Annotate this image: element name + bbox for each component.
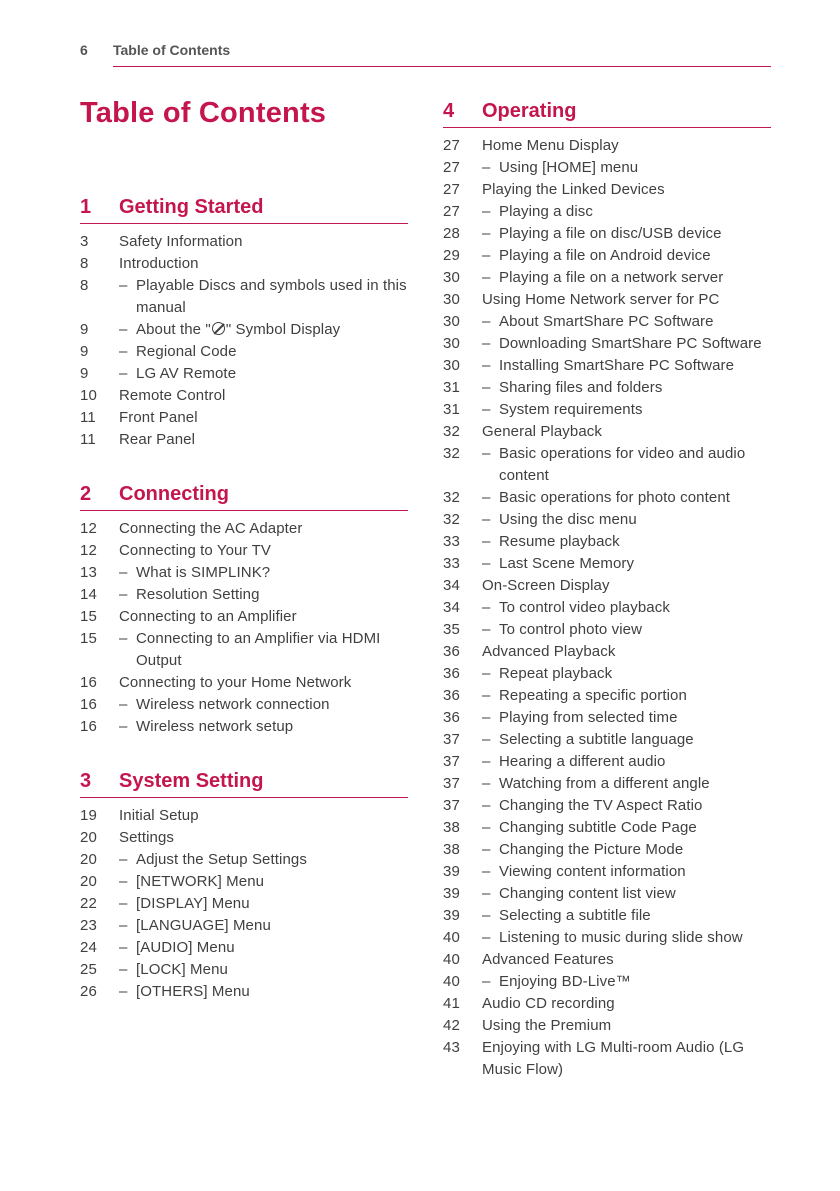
entry-text bbox=[136, 319, 408, 341]
entry-page-number: 20 bbox=[80, 829, 97, 846]
entry-text: [OTHERS] Menu bbox=[136, 983, 250, 1000]
entry-dash: – bbox=[482, 445, 491, 462]
toc-subentry[interactable] bbox=[443, 971, 771, 993]
entry-dash: – bbox=[482, 709, 491, 726]
entry-page-number: 30 bbox=[443, 313, 460, 330]
entry-page-number: 25 bbox=[80, 961, 97, 978]
entry-page-number: 37 bbox=[443, 797, 460, 814]
toc-subentry[interactable] bbox=[443, 553, 771, 575]
toc-entry[interactable] bbox=[80, 827, 408, 849]
toc-entry[interactable] bbox=[80, 606, 408, 628]
entry-page-number: 16 bbox=[80, 674, 97, 691]
entry-page-number: 15 bbox=[80, 608, 97, 625]
entry-text: Regional Code bbox=[136, 343, 237, 360]
entry-page-number: 20 bbox=[80, 851, 97, 868]
entry-page-number: 36 bbox=[443, 665, 460, 682]
toc-entry[interactable] bbox=[80, 518, 408, 540]
entry-text: Using the disc menu bbox=[499, 511, 637, 528]
entry-dash: – bbox=[482, 775, 491, 792]
entry-text: Using Home Network server for PC bbox=[482, 291, 720, 308]
entry-dash: – bbox=[482, 973, 491, 990]
toc-entry[interactable] bbox=[443, 135, 771, 157]
entry-text: Settings bbox=[119, 829, 174, 846]
entry-text: On-Screen Display bbox=[482, 577, 610, 594]
entry-text: Wireless network setup bbox=[136, 718, 294, 735]
entry-page-number: 3 bbox=[80, 233, 89, 250]
entry-page-number: 26 bbox=[80, 983, 97, 1000]
entry-page-number: 30 bbox=[443, 335, 460, 352]
entry-text: Selecting a subtitle file bbox=[499, 907, 651, 924]
entry-text: Remote Control bbox=[119, 387, 226, 404]
toc-subentry[interactable] bbox=[443, 267, 771, 289]
entry-dash: – bbox=[119, 321, 128, 338]
entry-text: Playing from selected time bbox=[499, 709, 678, 726]
entry-dash: – bbox=[482, 489, 491, 506]
entry-page-number: 32 bbox=[443, 511, 460, 528]
toc-subentry[interactable] bbox=[80, 959, 408, 981]
section-number: 4 bbox=[443, 100, 455, 122]
entry-page-number: 32 bbox=[443, 489, 460, 506]
entry-text-before: About the " bbox=[136, 321, 211, 338]
entry-text: Advanced Features bbox=[482, 951, 614, 968]
entry-list bbox=[443, 135, 771, 1081]
entry-text: [LOCK] Menu bbox=[136, 961, 228, 978]
entry-page-number: 28 bbox=[443, 225, 460, 242]
entry-text: Using [HOME] menu bbox=[499, 159, 639, 176]
entry-text: [DISPLAY] Menu bbox=[136, 895, 250, 912]
entry-dash: – bbox=[119, 917, 128, 934]
page-title: Table of Contents bbox=[80, 97, 327, 129]
entry-page-number: 11 bbox=[80, 409, 96, 426]
entry-page-number: 30 bbox=[443, 291, 460, 308]
entry-page-number: 39 bbox=[443, 863, 460, 880]
toc-subentry[interactable] bbox=[443, 883, 771, 905]
entry-text: Resume playback bbox=[499, 533, 620, 550]
entry-text: About SmartShare PC Software bbox=[499, 313, 714, 330]
toc-entry[interactable] bbox=[80, 540, 408, 562]
toc-subentry[interactable] bbox=[443, 861, 771, 883]
entry-dash: – bbox=[482, 313, 491, 330]
toc-entry[interactable] bbox=[443, 1037, 771, 1081]
entry-text: Sharing files and folders bbox=[499, 379, 663, 396]
toc-entry[interactable] bbox=[443, 1015, 771, 1037]
entry-text: Playing the Linked Devices bbox=[482, 181, 665, 198]
entry-text: Basic operations for video and audio content bbox=[499, 445, 746, 484]
toc-section bbox=[443, 100, 771, 1081]
entry-page-number: 27 bbox=[443, 159, 460, 176]
entry-text: Repeat playback bbox=[499, 665, 613, 682]
toc-subentry[interactable] bbox=[443, 223, 771, 245]
section-number: 3 bbox=[80, 770, 92, 792]
toc-subentry[interactable] bbox=[443, 377, 771, 399]
entry-page-number: 31 bbox=[443, 401, 460, 418]
entry-dash: – bbox=[119, 343, 128, 360]
toc-entry[interactable] bbox=[80, 429, 408, 451]
entry-page-number: 19 bbox=[80, 807, 97, 824]
toc-subentry[interactable] bbox=[443, 685, 771, 707]
section-title: Getting Started bbox=[119, 196, 264, 218]
toc-subentry[interactable] bbox=[80, 341, 408, 363]
toc-section bbox=[80, 483, 408, 738]
entry-page-number: 12 bbox=[80, 542, 97, 559]
entry-dash: – bbox=[119, 961, 128, 978]
section-number: 1 bbox=[80, 196, 92, 218]
entry-list bbox=[80, 231, 408, 451]
running-title: Table of Contents bbox=[113, 42, 231, 58]
entry-text: Changing content list view bbox=[499, 885, 676, 902]
entry-dash: – bbox=[482, 863, 491, 880]
section-heading[interactable] bbox=[443, 100, 771, 128]
toc-subentry[interactable] bbox=[443, 839, 771, 861]
toc-entry[interactable] bbox=[443, 993, 771, 1015]
entry-text: Connecting to an Amplifier bbox=[119, 608, 297, 625]
left-column bbox=[80, 196, 408, 1003]
toc-subentry[interactable] bbox=[80, 871, 408, 893]
entry-text: To control photo view bbox=[499, 621, 643, 638]
toc-entry[interactable] bbox=[443, 575, 771, 597]
entry-text: To control video playback bbox=[499, 599, 670, 616]
entry-page-number: 15 bbox=[80, 630, 97, 647]
entry-dash: – bbox=[482, 687, 491, 704]
toc-subentry[interactable] bbox=[80, 628, 408, 672]
entry-page-number: 30 bbox=[443, 357, 460, 374]
entry-page-number: 27 bbox=[443, 137, 460, 154]
entry-dash: – bbox=[482, 203, 491, 220]
entry-dash: – bbox=[482, 841, 491, 858]
entry-page-number: 13 bbox=[80, 564, 97, 581]
entry-dash: – bbox=[119, 939, 128, 956]
toc-subentry[interactable] bbox=[443, 245, 771, 267]
entry-text: Playing a file on disc/USB device bbox=[499, 225, 722, 242]
entry-dash: – bbox=[482, 401, 491, 418]
toc-subentry[interactable] bbox=[443, 795, 771, 817]
entry-text: Connecting to Your TV bbox=[119, 542, 271, 559]
entry-page-number: 8 bbox=[80, 255, 89, 272]
entry-page-number: 38 bbox=[443, 819, 460, 836]
entry-page-number: 32 bbox=[443, 423, 460, 440]
entry-page-number: 12 bbox=[80, 520, 97, 537]
entry-dash: – bbox=[119, 564, 128, 581]
entry-dash: – bbox=[119, 851, 128, 868]
toc-subentry[interactable] bbox=[80, 716, 408, 738]
entry-text: Playing a file on Android device bbox=[499, 247, 711, 264]
toc-subentry[interactable] bbox=[443, 773, 771, 795]
entry-dash: – bbox=[482, 357, 491, 374]
entry-page-number: 32 bbox=[443, 445, 460, 462]
entry-text: LG AV Remote bbox=[136, 365, 237, 382]
toc-subentry[interactable] bbox=[443, 927, 771, 949]
entry-page-number: 9 bbox=[80, 343, 89, 360]
entry-page-number: 36 bbox=[443, 709, 460, 726]
toc-subentry[interactable] bbox=[80, 981, 408, 1003]
entry-text: Connecting to an Amplifier via HDMI Output bbox=[136, 630, 381, 669]
toc-subentry[interactable] bbox=[443, 509, 771, 531]
entry-page-number: 9 bbox=[80, 365, 89, 382]
entry-text: Playable Discs and symbols used in this manual bbox=[136, 277, 407, 316]
toc-entry[interactable] bbox=[80, 805, 408, 827]
toc-subentry[interactable] bbox=[80, 584, 408, 606]
entry-page-number: 11 bbox=[80, 431, 96, 448]
toc-subentry[interactable] bbox=[80, 915, 408, 937]
entry-text: Front Panel bbox=[119, 409, 198, 426]
entry-dash: – bbox=[482, 335, 491, 352]
entry-dash: – bbox=[482, 621, 491, 638]
toc-entry[interactable] bbox=[80, 253, 408, 275]
entry-dash: – bbox=[482, 511, 491, 528]
entry-page-number: 34 bbox=[443, 577, 460, 594]
entry-text: Watching from a different angle bbox=[499, 775, 710, 792]
entry-text: Basic operations for photo content bbox=[499, 489, 731, 506]
toc-subentry[interactable] bbox=[443, 817, 771, 839]
running-header bbox=[80, 42, 230, 58]
section-spacer bbox=[80, 451, 408, 483]
toc-subentry[interactable] bbox=[443, 729, 771, 751]
header-rule bbox=[113, 66, 771, 67]
entry-page-number: 37 bbox=[443, 731, 460, 748]
entry-text: Repeating a specific portion bbox=[499, 687, 687, 704]
toc-entry[interactable] bbox=[443, 421, 771, 443]
entry-page-number: 36 bbox=[443, 643, 460, 660]
toc-subentry[interactable] bbox=[443, 531, 771, 553]
entry-page-number: 40 bbox=[443, 929, 460, 946]
entry-dash: – bbox=[119, 983, 128, 1000]
toc-entry[interactable] bbox=[80, 385, 408, 407]
entry-text: Advanced Playback bbox=[482, 643, 616, 660]
entry-dash: – bbox=[119, 718, 128, 735]
section-heading[interactable] bbox=[80, 196, 408, 224]
toc-subentry[interactable] bbox=[443, 751, 771, 773]
entry-text: Enjoying BD-Live™ bbox=[499, 973, 631, 990]
entry-text: System requirements bbox=[499, 401, 643, 418]
entry-page-number: 23 bbox=[80, 917, 97, 934]
entry-dash: – bbox=[119, 277, 128, 294]
entry-page-number: 33 bbox=[443, 533, 460, 550]
entry-page-number: 22 bbox=[80, 895, 97, 912]
entry-page-number: 27 bbox=[443, 181, 460, 198]
section-title: Connecting bbox=[119, 483, 229, 505]
entry-dash: – bbox=[119, 873, 128, 890]
entry-text: [LANGUAGE] Menu bbox=[136, 917, 271, 934]
entry-dash: – bbox=[119, 586, 128, 603]
entry-text: [AUDIO] Menu bbox=[136, 939, 235, 956]
entry-page-number: 42 bbox=[443, 1017, 460, 1034]
entry-dash: – bbox=[482, 665, 491, 682]
entry-dash: – bbox=[482, 269, 491, 286]
section-heading[interactable] bbox=[80, 483, 408, 511]
entry-text: Adjust the Setup Settings bbox=[136, 851, 307, 868]
entry-dash: – bbox=[482, 819, 491, 836]
entry-text: Playing a disc bbox=[499, 203, 593, 220]
right-column bbox=[443, 100, 771, 1081]
toc-entry[interactable] bbox=[80, 231, 408, 253]
entry-text: Changing the Picture Mode bbox=[499, 841, 684, 858]
entry-text: Rear Panel bbox=[119, 431, 196, 448]
toc-entry[interactable] bbox=[443, 289, 771, 311]
section-heading[interactable] bbox=[80, 770, 408, 798]
toc-subentry[interactable] bbox=[443, 311, 771, 333]
entry-list bbox=[80, 518, 408, 738]
entry-page-number: 34 bbox=[443, 599, 460, 616]
toc-subentry[interactable] bbox=[80, 893, 408, 915]
section-title: Operating bbox=[482, 100, 577, 122]
entry-text: What is SIMPLINK? bbox=[136, 564, 271, 581]
section-spacer bbox=[80, 738, 408, 770]
page-number: 6 bbox=[80, 42, 88, 58]
section-number: 2 bbox=[80, 483, 92, 505]
toc-subentry[interactable] bbox=[443, 663, 771, 685]
entry-dash: – bbox=[482, 247, 491, 264]
toc-subentry[interactable] bbox=[443, 333, 771, 355]
toc-subentry[interactable] bbox=[80, 363, 408, 385]
toc-subentry[interactable] bbox=[443, 597, 771, 619]
toc-subentry[interactable] bbox=[80, 562, 408, 584]
entry-page-number: 24 bbox=[80, 939, 97, 956]
toc-subentry[interactable] bbox=[80, 849, 408, 871]
entry-list bbox=[80, 805, 408, 1003]
entry-page-number: 39 bbox=[443, 907, 460, 924]
entry-dash: – bbox=[482, 929, 491, 946]
entry-text: Resolution Setting bbox=[136, 586, 260, 603]
toc-entry[interactable] bbox=[443, 641, 771, 663]
entry-dash: – bbox=[482, 555, 491, 572]
entry-page-number: 29 bbox=[443, 247, 460, 264]
toc-subentry[interactable] bbox=[443, 201, 771, 223]
entry-text: Downloading SmartShare PC Software bbox=[499, 335, 762, 352]
entry-dash: – bbox=[119, 630, 128, 647]
entry-text-after: " Symbol Display bbox=[225, 321, 341, 338]
entry-text: Playing a file on a network server bbox=[499, 269, 724, 286]
toc-subentry[interactable] bbox=[443, 487, 771, 509]
entry-text: Audio CD recording bbox=[482, 995, 615, 1012]
toc-entry[interactable] bbox=[80, 407, 408, 429]
entry-text: [NETWORK] Menu bbox=[136, 873, 265, 890]
toc-subentry[interactable] bbox=[443, 443, 771, 487]
entry-text: Safety Information bbox=[119, 233, 243, 250]
entry-page-number: 10 bbox=[80, 387, 97, 404]
entry-page-number: 39 bbox=[443, 885, 460, 902]
entry-text: Viewing content information bbox=[499, 863, 686, 880]
toc-subentry[interactable] bbox=[80, 319, 408, 341]
toc-entry[interactable] bbox=[443, 949, 771, 971]
entry-page-number: 40 bbox=[443, 951, 460, 968]
prohibited-circle-icon bbox=[212, 322, 225, 335]
entry-text: Wireless network connection bbox=[136, 696, 330, 713]
toc-subentry[interactable] bbox=[443, 157, 771, 179]
entry-text: Installing SmartShare PC Software bbox=[499, 357, 735, 374]
entry-page-number: 8 bbox=[80, 277, 89, 294]
entry-dash: – bbox=[482, 599, 491, 616]
toc-subentry[interactable] bbox=[443, 707, 771, 729]
entry-text: Hearing a different audio bbox=[499, 753, 666, 770]
entry-text: Enjoying with LG Multi-room Audio (LG Music Flow) bbox=[482, 1039, 745, 1078]
toc-entry[interactable] bbox=[443, 179, 771, 201]
entry-page-number: 27 bbox=[443, 203, 460, 220]
entry-dash: – bbox=[482, 225, 491, 242]
entry-text: Connecting to your Home Network bbox=[119, 674, 352, 691]
entry-dash: – bbox=[482, 159, 491, 176]
entry-text: Selecting a subtitle language bbox=[499, 731, 694, 748]
entry-page-number: 31 bbox=[443, 379, 460, 396]
toc-subentry[interactable] bbox=[443, 399, 771, 421]
entry-text: Introduction bbox=[119, 255, 199, 272]
entry-page-number: 37 bbox=[443, 753, 460, 770]
entry-text: Changing subtitle Code Page bbox=[499, 819, 697, 836]
entry-dash: – bbox=[482, 907, 491, 924]
entry-page-number: 16 bbox=[80, 718, 97, 735]
entry-page-number: 40 bbox=[443, 973, 460, 990]
entry-text: Using the Premium bbox=[482, 1017, 612, 1034]
toc-section bbox=[80, 196, 408, 451]
toc-subentry[interactable] bbox=[443, 355, 771, 377]
section-title: System Setting bbox=[119, 770, 264, 792]
entry-page-number: 14 bbox=[80, 586, 97, 603]
toc-subentry[interactable] bbox=[443, 619, 771, 641]
entry-page-number: 35 bbox=[443, 621, 460, 638]
entry-dash: – bbox=[482, 753, 491, 770]
toc-section bbox=[80, 770, 408, 1003]
entry-page-number: 36 bbox=[443, 687, 460, 704]
entry-text: Last Scene Memory bbox=[499, 555, 635, 572]
toc-subentry[interactable] bbox=[80, 694, 408, 716]
entry-dash: – bbox=[482, 731, 491, 748]
entry-text: General Playback bbox=[482, 423, 602, 440]
entry-text: Listening to music during slide show bbox=[499, 929, 743, 946]
entry-dash: – bbox=[119, 696, 128, 713]
entry-dash: – bbox=[482, 885, 491, 902]
entry-page-number: 37 bbox=[443, 775, 460, 792]
entry-page-number: 16 bbox=[80, 696, 97, 713]
entry-page-number: 41 bbox=[443, 995, 460, 1012]
entry-dash: – bbox=[482, 379, 491, 396]
entry-text: Connecting the AC Adapter bbox=[119, 520, 303, 537]
entry-dash: – bbox=[482, 533, 491, 550]
toc-subentry[interactable] bbox=[443, 905, 771, 927]
toc-entry[interactable] bbox=[80, 672, 408, 694]
entry-page-number: 33 bbox=[443, 555, 460, 572]
entry-page-number: 38 bbox=[443, 841, 460, 858]
entry-text: Changing the TV Aspect Ratio bbox=[499, 797, 703, 814]
entry-page-number: 30 bbox=[443, 269, 460, 286]
entry-page-number: 9 bbox=[80, 321, 89, 338]
entry-text: Home Menu Display bbox=[482, 137, 619, 154]
toc-subentry[interactable] bbox=[80, 937, 408, 959]
entry-page-number: 43 bbox=[443, 1039, 460, 1056]
toc-subentry[interactable] bbox=[80, 275, 408, 319]
entry-dash: – bbox=[119, 895, 128, 912]
entry-text: Initial Setup bbox=[119, 807, 199, 824]
entry-dash: – bbox=[119, 365, 128, 382]
entry-page-number: 20 bbox=[80, 873, 97, 890]
entry-dash: – bbox=[482, 797, 491, 814]
